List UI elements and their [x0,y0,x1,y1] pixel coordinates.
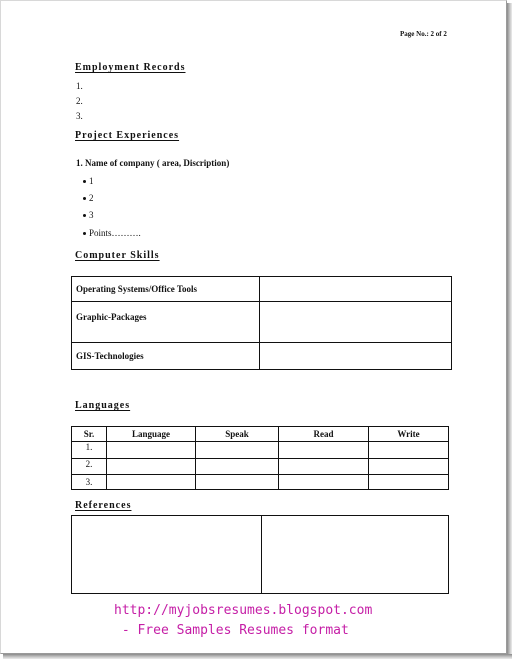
table-cell [369,459,449,475]
employment-item: 3. [76,111,83,121]
table-cell [279,459,369,475]
table-header-row [72,427,449,442]
table-cell [369,475,449,490]
references-heading: References [75,500,132,511]
languages-heading: Languages [75,400,131,411]
computer-skills-table [71,276,452,370]
skill-value [260,277,452,302]
skill-value [260,343,452,370]
table-cell [196,442,279,459]
table-row [72,343,452,370]
employment-heading: Employment Records [75,62,186,73]
employment-item: 1. [76,81,83,91]
column-header: Speak [196,427,279,442]
skill-label: GIS-Technologies [72,343,260,370]
table-cell [196,459,279,475]
column-header: Write [369,427,449,442]
blog-tagline: - Free Samples Resumes format [114,623,349,638]
table-cell [107,442,196,459]
table-cell [107,459,196,475]
skill-label: Operating Systems/Office Tools [72,277,260,302]
table-row [72,459,449,475]
table-row [72,442,449,459]
table-row [72,516,449,594]
page-shadow-right [507,3,512,659]
projects-heading: Project Experiences [75,130,180,141]
employment-item: 2. [76,96,83,106]
blog-url[interactable]: http://myjobsresumes.blogspot.com [114,603,373,618]
table-cell [107,475,196,490]
table-cell [369,442,449,459]
table-cell [196,475,279,490]
table-row [72,277,452,302]
references-table [71,515,449,594]
project-bullet: 2 [83,193,94,203]
table-row [72,302,452,343]
project-bullet: 3 [83,210,94,220]
row-number: 2. [72,459,107,475]
project-bullet: 1 [83,176,94,186]
page-number: Page No.: 2 of 2 [400,30,447,38]
table-cell [279,442,369,459]
column-header: Language [107,427,196,442]
skill-value [260,302,452,343]
column-header: Sr. [72,427,107,442]
column-header: Read [279,427,369,442]
reference-cell [262,516,449,594]
languages-table [71,426,449,490]
reference-cell [72,516,262,594]
computer-skills-heading: Computer Skills [75,250,160,261]
page-shadow-bottom [3,654,512,659]
table-cell [279,475,369,490]
skill-label: Graphic-Packages [72,302,260,343]
row-number: 3. [72,475,107,490]
row-number: 1. [72,442,107,459]
project-bullet: Points………. [83,228,141,238]
project-company: 1. Name of company ( area, Discription) [76,158,230,168]
table-row [72,475,449,490]
